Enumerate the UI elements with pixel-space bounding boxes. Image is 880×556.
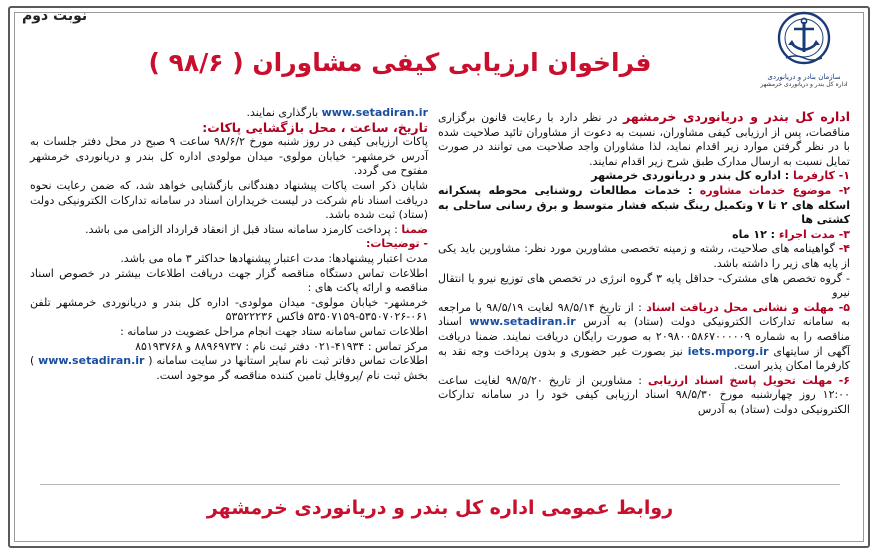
logo-organization-name: سازمان بنادر و دریانوردی (767, 73, 841, 81)
footer-signature: روابط عمومی اداره کل بندر و دریانوردی خرمشهر (206, 497, 674, 519)
section-subject (438, 184, 850, 228)
setadiran-upload-link[interactable]: www.setadiran.ir (321, 106, 428, 119)
section-documents-text-a: : از تاریخ ۹۸/۵/۱۴ لغایت ۹۸/۵/۱۹ با مراجعه به سامانه تدارکات الکترونیکی دولت (ستاد) به آدرس (438, 300, 850, 329)
setad-contact-intro: اطلاعات تماس سامانه ستاد جهت انجام مراحل عضویت در سامانه : (120, 324, 428, 338)
page-title: فراخوان ارزیابی کیفی مشاوران ( ۹۸/۶ ) (148, 48, 652, 77)
setadiran-link[interactable]: www.setadiran.ir (469, 315, 576, 329)
notice-left-column (30, 106, 428, 383)
upload-line (30, 106, 428, 121)
contact-address: خرمشهر- خیابان مولوی- میدان مولودی- اداره کل بندر و دریانوردی خرمشهر تلفن ۰۶۱-۵۳۵۰۷۰۲۶-۵۳۵۰۷۱۵۹ فاکس ۵۳۵۲۲۲۳۶ (30, 295, 428, 324)
fee-note-heading: ضمنا (401, 222, 428, 236)
section-documents-text-c: نیز بصورت غیر حضوری و بدون پرداخت وجه نقد به کارفرما امکان پذیر است. (438, 344, 850, 373)
notice-right-column (438, 110, 850, 417)
section-documents-text-b: اسناد مناقصه را به شماره ۲۰۹۸۰۰۵۸۶۷۰۰۰۰۰۹ به صورت رایگان دریافت نمایند. ضمنا دریافت آگهی از سایتهای (438, 315, 850, 358)
section-employer-heading: ۱- کارفرما (793, 169, 850, 183)
logo-organization-subtitle: اداره کل بندر و دریانوردی خرمشهر (760, 81, 848, 88)
section-duration-heading: ۳- مدت اجراء (778, 227, 850, 241)
validity-text: مدت اعتبار پیشنهادها: مدت اعتبار پیشنهادها حداکثر ۳ ماه می باشد. (120, 251, 428, 265)
provincial-offices-text-a: اطلاعات تماس دفاتر ثبت نام سایر استانها در سایت سامانه ( (144, 354, 428, 368)
section-submission (438, 374, 850, 418)
section-duration-text: : ۱۲ ماه (732, 227, 779, 241)
organization-logo (756, 10, 852, 102)
section-documents (438, 301, 850, 374)
intro-heading: اداره کل بندر و دریانوردی خرمشهر (623, 109, 850, 124)
provincial-offices-text-b: ) بخش ثبت نام /پروفایل تامین کننده مناقصه گر موجود است. (30, 354, 428, 382)
intro-paragraph (438, 110, 850, 169)
opening-heading: تاریخ، ساعت ، محل بازگشایی پاکات: (202, 119, 428, 135)
section-certificates-extra: - گروه تخصص های مشترک- حداقل پایه ۳ گروه انرژی در تخصص های توزیع نیرو یا انتقال نیرو (438, 271, 850, 300)
intro-text: در نظر دارد با رعایت قانون برگزاری مناقصات، پس از ارزیابی کیفی مشاوران، نسبت به دعوت از مشاوران تائید صلاحیت شده با در نظر گرفتن موارد زیر اقدام نماید، لذا مشاوران واجد صلاحیت می توانند در صورت تمایل نسبت به ارسال مدارک طبق شرح زیر اقدام نمایند. (438, 111, 850, 168)
explanations-heading: - توضیحات: (365, 237, 428, 251)
section-submission-heading: ۶- مهلت تحویل پاسخ اسناد ارزیابی (648, 373, 851, 387)
section-employer (438, 169, 850, 184)
fee-note-text: : پرداخت کارمزد سامانه ستاد قبل از انعقاد قرارداد الزامی می باشد. (85, 222, 402, 236)
setadiran-provincial-link[interactable]: www.setadiran.ir (38, 354, 145, 368)
section-employer-text: : اداره کل بندر و دریانوردی خرمشهر (591, 169, 794, 183)
section-certificates-text: گواهینامه های صلاحیت، رشته و زمینه تخصصی مشاورین مورد نظر: مشاورین باید یکی از پایه های زیر را داشته باشد. (438, 242, 850, 270)
section-submission-text: : مشاورین از تاریخ ۹۸/۵/۲۰ لغایت ساعت ۱۲:۰۰ روز چهارشنبه مورخ ۹۸/۵/۳۰ اسناد ارزیابی کیفی خود را در سامانه تدارکات الکترونیکی دولت (ستاد) به آدرس (438, 373, 850, 416)
section-certificates (438, 242, 850, 271)
fee-note (30, 223, 428, 238)
section-subject-heading: ۲- موضوع خدمات مشاوره (699, 183, 850, 197)
upload-text: بارگذاری نمایند. (246, 106, 322, 119)
anchor-emblem-icon (776, 10, 832, 68)
section-documents-heading: ۵- مهلت و نشانی محل دریافت اسناد (646, 300, 850, 314)
section-duration (438, 228, 850, 243)
setad-contact-numbers: مرکز تماس : ۴۱۹۳۴-۰۲۱ دفتر ثبت نام : ۸۸۹۶۹۷۳۷ و ۸۵۱۹۳۷۶۸ (135, 339, 428, 353)
provincial-offices-note (30, 354, 428, 383)
section-certificates-heading: ۴- (838, 242, 850, 256)
opening-note: شایان ذکر است پاکات پیشنهاد دهندگانی بازگشایی خواهد شد، که ضمن رعایت نحوه دریافت اسناد نام شرکت در لیست خریداران اسناد در سامانه تدارکات الکترونیکی دولت (ستاد) ثبت شده باشد. (30, 178, 428, 222)
iets-link[interactable]: iets.mporg.ir (687, 344, 769, 358)
footer-divider (40, 484, 840, 485)
opening-text: پاکات ارزیابی کیفی در روز شنبه مورخ ۹۸/۶/۲ ساعت ۹ صبح در محل دفتر جلسات به آدرس خرمشهر- خیابان مولوی- میدان مولودی اداره کل بندر و دریانوردی خرمشهر مفتوح می گردد. (30, 135, 428, 178)
section-subject-text: : خدمات مطالعات روشنایی محوطه پسکرانه اسکله های ۲ تا ۷ وتکمیل رینگ شبکه فشار متوسط و برق رسانی ساحلی به کشتی ها (438, 183, 850, 227)
contact-info-intro: اطلاعات تماس دستگاه مناقصه گزار جهت دریافت اطلاعات بیشتر در خصوص اسناد مناقصه و ارائه پاکت های : (30, 266, 428, 295)
round-badge: نوبت دوم (22, 8, 88, 24)
